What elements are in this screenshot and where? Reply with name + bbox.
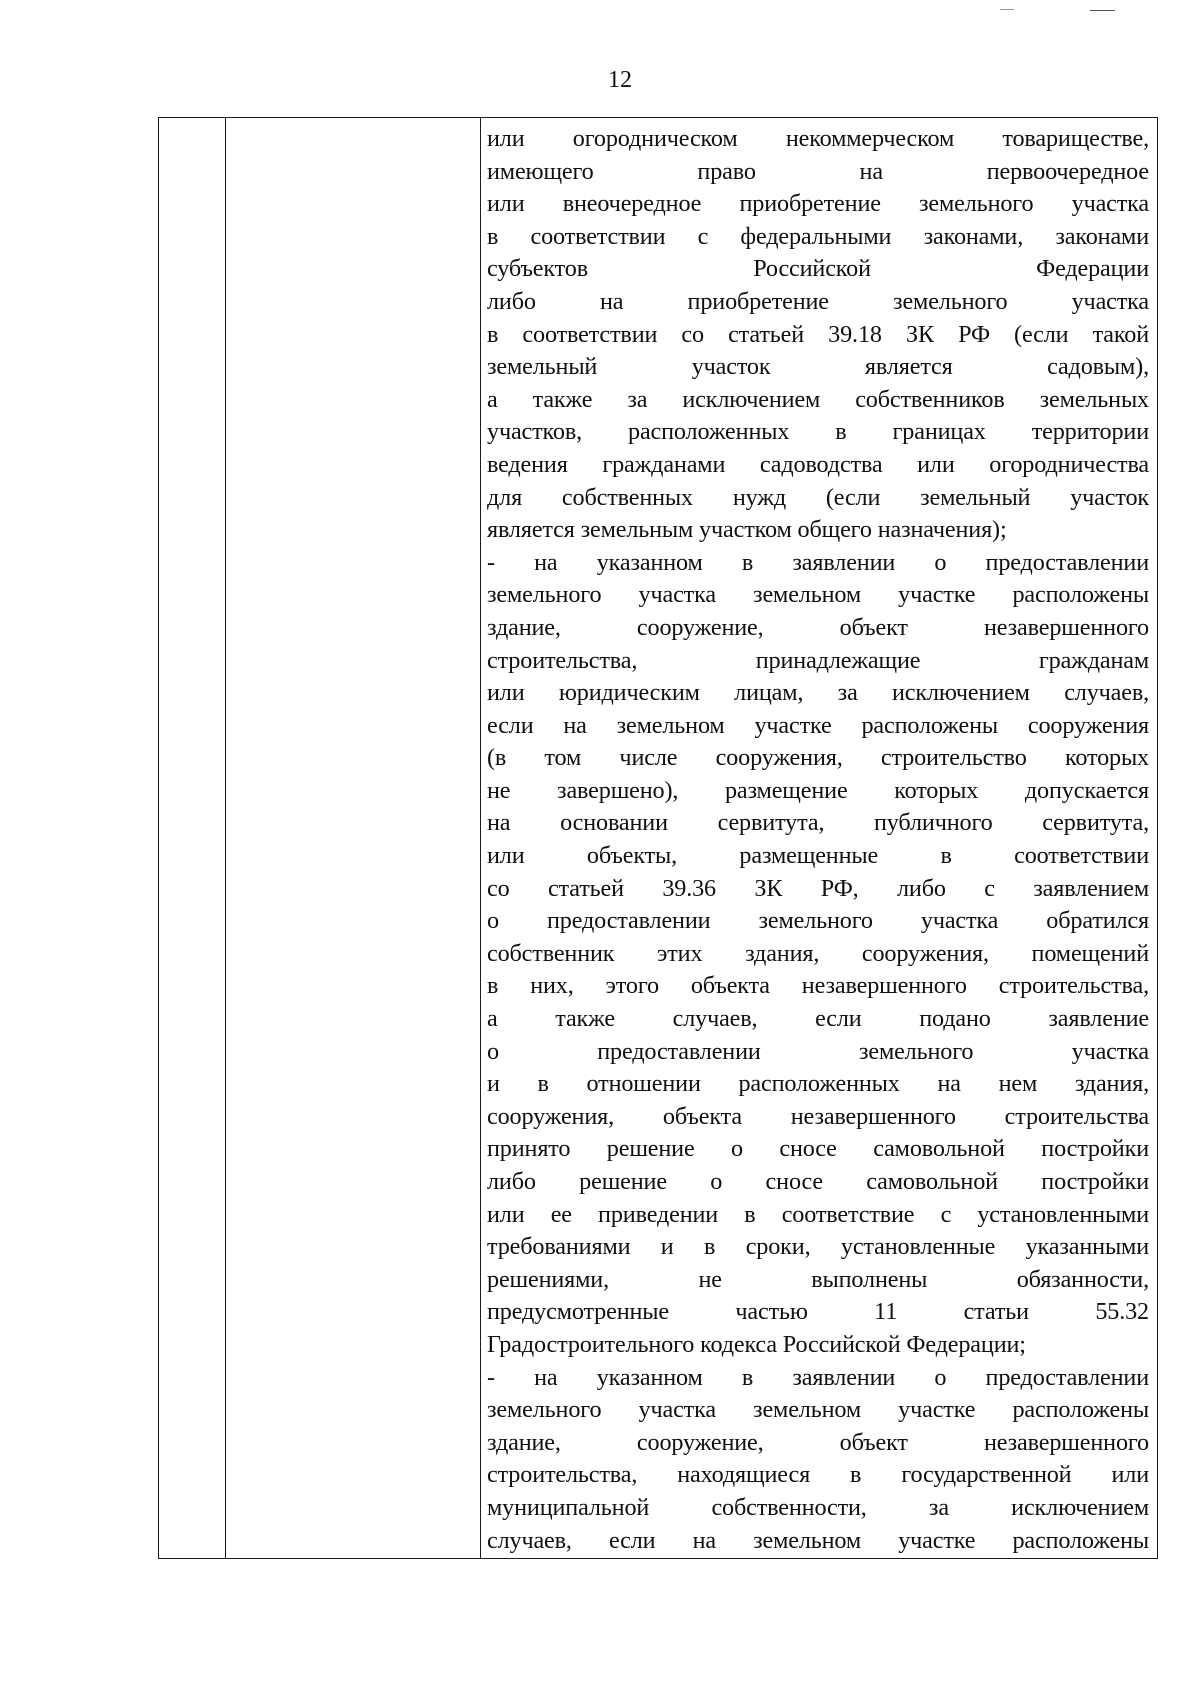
text-line: или юридическим лицам, за исключением случаев, <box>487 679 1149 707</box>
text-line: в соответствии с федеральными законами, законами <box>487 222 1149 250</box>
text-line: и в отношении расположенных на нем здания, <box>487 1070 1149 1098</box>
scan-artifact <box>1000 9 1014 10</box>
text-line: ведения гражданами садоводства или огородничества <box>487 450 1149 478</box>
text-line: в них, этого объекта незавершенного строительства, <box>487 972 1149 1000</box>
text-line: субъектов Российской Федерации <box>487 255 1149 283</box>
scan-artifact <box>1090 10 1115 11</box>
text-line: либо решение о сносе самовольной постройки <box>487 1168 1149 1195</box>
text-line: о предоставлении земельного участка <box>487 1037 1149 1065</box>
text-line: либо на приобретение земельного участка <box>487 287 1149 315</box>
text-line: случаев, если на земельном участке расположены <box>487 1526 1149 1554</box>
text-line: требованиями и в сроки, установленные указанными <box>487 1233 1149 1261</box>
text-line: - на указанном в заявлении о предоставлении <box>487 1363 1149 1391</box>
text-line: строительства, принадлежащие гражданам <box>487 646 1149 674</box>
table-column-number <box>159 118 226 1558</box>
text-line: земельный участок является садовым), <box>487 353 1149 381</box>
text-line: сооружения, объекта незавершенного строительства <box>487 1102 1149 1130</box>
text-line: (в том числе сооружения, строительство которых <box>487 744 1149 772</box>
text-line: земельного участка земельном участке расположены <box>487 581 1149 609</box>
text-line: является земельным участком общего назначения); <box>487 516 1007 544</box>
text-line: или объекты, размещенные в соответствии <box>487 842 1149 870</box>
text-line: - на указанном в заявлении о предоставлении <box>487 548 1149 576</box>
text-line: земельного участка земельном участке расположены <box>487 1396 1149 1424</box>
text-line: муниципальной собственности, за исключением <box>487 1493 1149 1521</box>
text-line: или огородническом некоммерческом товариществе, <box>487 125 1149 152</box>
text-line: для собственных нужд (если земельный участок <box>487 483 1149 511</box>
text-line: в соответствии со статьей 39.18 ЗК РФ (если такой <box>487 320 1149 348</box>
text-line: предусмотренные частью 11 статьи 55.32 <box>487 1298 1149 1326</box>
text-line: принято решение о сносе самовольной постройки <box>487 1135 1149 1163</box>
text-line: Градостроительного кодекса Российской Федерации; <box>487 1330 1026 1358</box>
text-line: имеющего право на первоочередное <box>487 157 1149 185</box>
text-line: о предоставлении земельного участка обратился <box>487 907 1149 935</box>
text-line: собственник этих здания, сооружения, помещений <box>487 939 1149 967</box>
table-column-grounds <box>225 118 481 1558</box>
text-line: а также случаев, если подано заявление <box>487 1005 1149 1033</box>
text-line: не завершено), размещение которых допускается <box>487 776 1149 804</box>
text-line: здание, сооружение, объект незавершенного <box>487 613 1149 641</box>
text-line: на основании сервитута, публичного сервитута, <box>487 809 1149 837</box>
text-line: здание, сооружение, объект незавершенного <box>487 1428 1149 1456</box>
text-line: или внеочередное приобретение земельного участка <box>487 190 1149 218</box>
text-line: строительства, находящиеся в государственной или <box>487 1461 1149 1489</box>
text-line: если на земельном участке расположены сооружения <box>487 711 1149 739</box>
document-table <box>158 117 1158 1559</box>
text-line: а также за исключением собственников земельных <box>487 385 1149 413</box>
text-line: или ее приведении в соответствие с установленными <box>487 1200 1149 1228</box>
text-line: решениями, не выполнены обязанности, <box>487 1265 1149 1293</box>
text-line: участков, расположенных в границах территории <box>487 418 1149 446</box>
page-number: 12 <box>608 67 632 93</box>
text-line: со статьей 39.36 ЗК РФ, либо с заявлением <box>487 874 1149 902</box>
table-column-description <box>480 118 1157 1558</box>
